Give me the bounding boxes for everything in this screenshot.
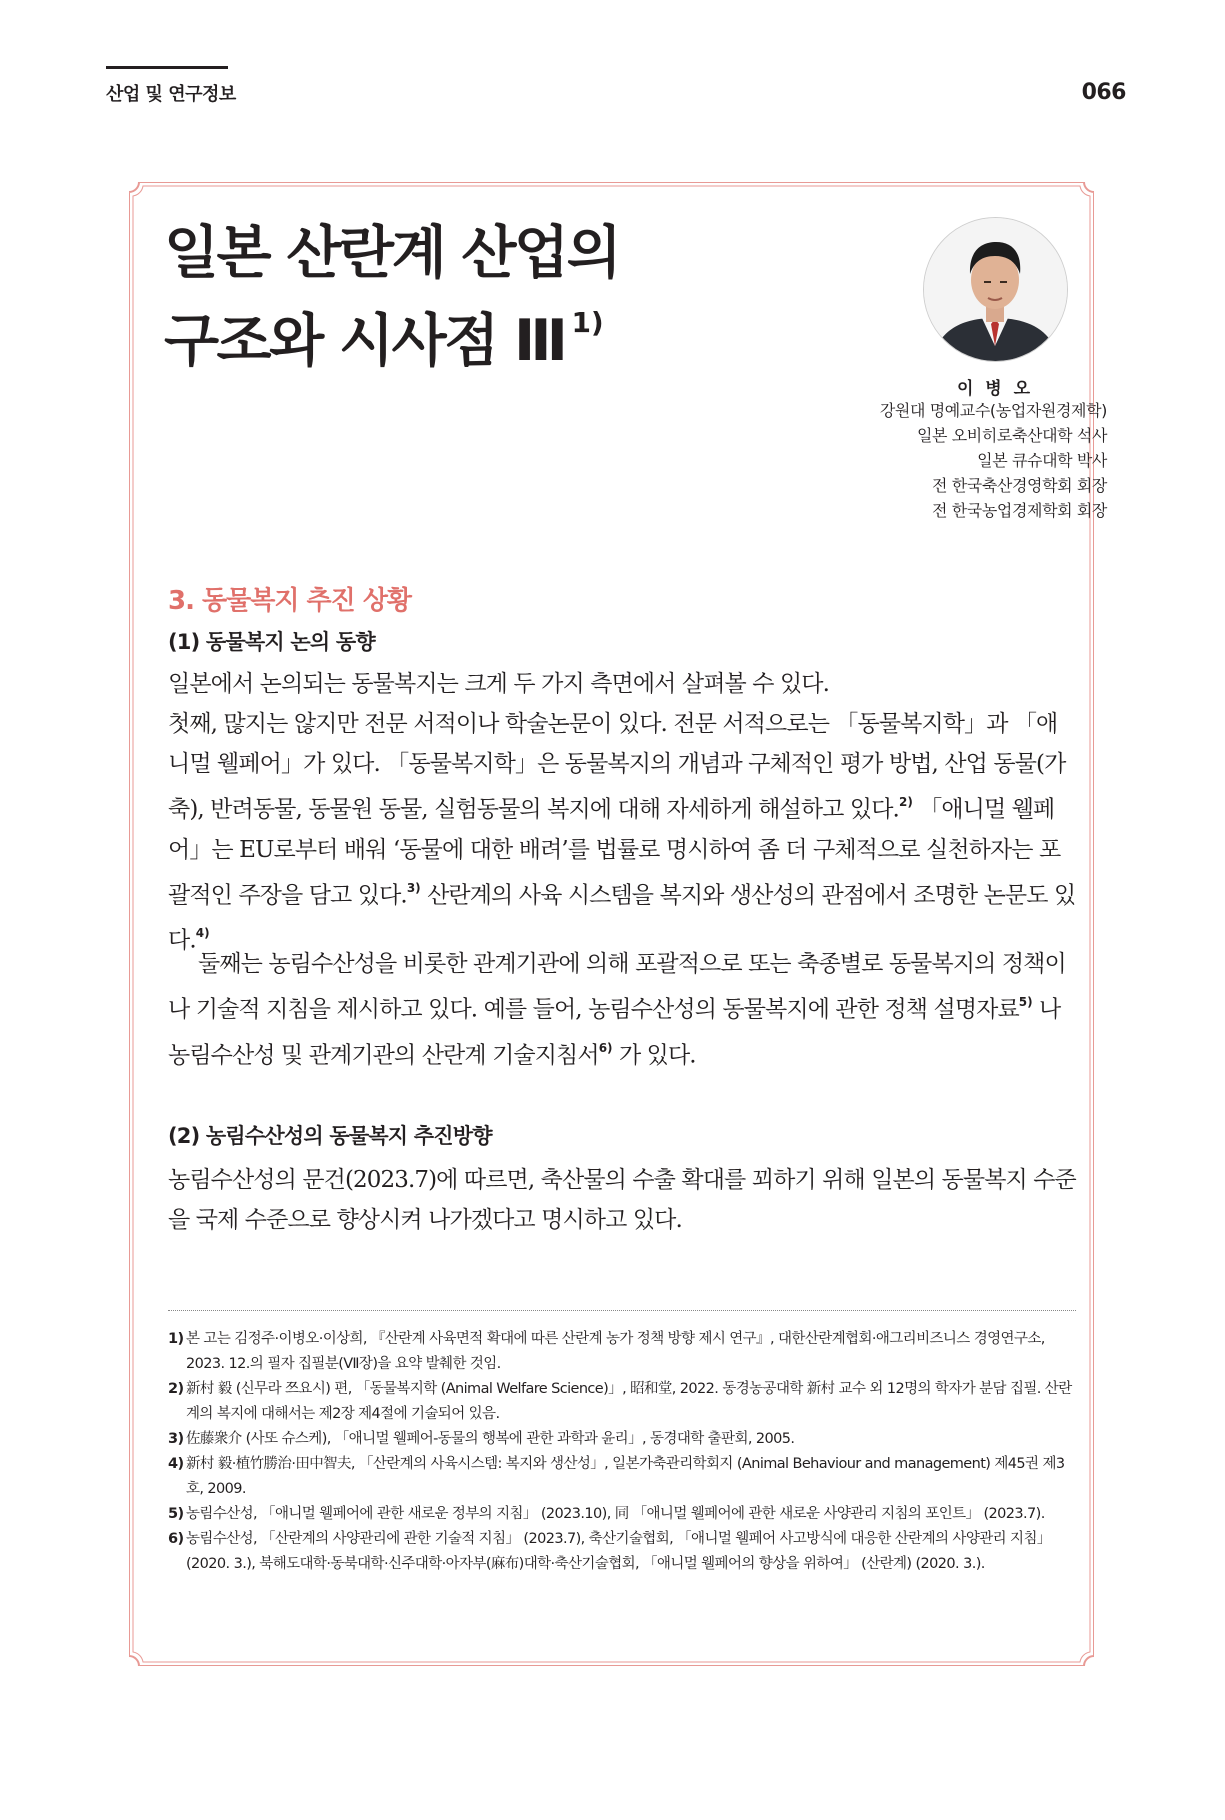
footnote-ref-4[interactable]: 4) (195, 926, 210, 941)
author-credentials (880, 398, 1107, 523)
author-credential: 강원대 명예교수(농업자원경제학) (879, 401, 1107, 420)
footnote-text: 新村 毅·植竹勝治·田中智夫, 「산란계의 사육시스템: 복지와 생산성」, 일본가축관리학회지 (Animal Behaviour and management) 제45권 제3호, 2009. (186, 1456, 1065, 1497)
paragraph-text: 첫째, 많지는 않지만 전문 서적이나 학술논문이 있다. 전문 서적으로는 「동물복지학」과 「애니멀 웰페어」가 있다. 「동물복지학」은 동물복지의 개념과 구체적인 평가 방법, 산업 동물(가축), 반려동물, 동물원 동물, 실험동물의 복지에 대해 자세하게 해설하고 있다. (168, 711, 1066, 823)
author-credential: 일본 오비히로축산대학 석사 (916, 426, 1107, 445)
section-heading: 3. 동물복지 추진 상황 (168, 586, 412, 616)
footnote-number: 3) (168, 1431, 184, 1447)
footnote-divider (168, 1310, 1076, 1311)
footnote-item (168, 1452, 1076, 1502)
article-title (164, 214, 619, 380)
footnote-ref-2[interactable]: 2) (898, 795, 913, 809)
footnote-number: 2) (168, 1381, 184, 1397)
author-credential: 일본 큐슈대학 박사 (977, 451, 1107, 470)
footnote-item (168, 1527, 1076, 1577)
paragraph-text: 둘째는 농림수산성을 비롯한 관계기관에 의해 포괄적으로 또는 축종별로 동물복지의 정책이나 기술적 지침을 제시하고 있다. 예를 들어, 농림수산성의 동물복지에 관한 정책 설명자료 (168, 951, 1066, 1023)
footnote-number: 4) (168, 1456, 184, 1472)
footnote-item (168, 1502, 1076, 1527)
paragraph-text: 가 있다. (612, 1042, 696, 1069)
footnotes-list (168, 1327, 1076, 1577)
footnote-text: 본 고는 김정주·이병오·이상희, 『산란계 사육면적 확대에 따른 산란계 농가 정책 방향 제시 연구』, 대한산란계협회·애그리비즈니스 경영연구소, 2023. 12.의 필자 집필분(Ⅶ장)을 요약 발췌한 것임. (186, 1331, 1045, 1372)
author-name: 이 병 오 (956, 379, 1034, 399)
author-portrait-icon (924, 218, 1067, 361)
footnote-text: 농림수산성, 「애니멀 웰페어에 관한 새로운 정부의 지침」 (2023.10), 同 「애니멀 웰페어에 관한 새로운 사양관리 지침의 포인트」 (2023.7). (186, 1506, 1045, 1522)
footnote-number: 6) (168, 1531, 184, 1547)
footnote-ref-6[interactable]: 6) (598, 1040, 613, 1055)
footnote-text: 新村 毅 (신무라 쯔요시) 편, 「동물복지학 (Animal Welfare Science)」, 昭和堂, 2022. 동경농공대학 新村 교수 외 12명의 학자가 분담 집필. 산란계의 복지에 대해서는 제2장 제4절에 기술되어 있음. (186, 1381, 1072, 1422)
footnote-text: 농림수산성, 「산란계의 사양관리에 관한 기술적 지침」 (2023.7), 축산기술협회, 「애니멀 웰페어 사고방식에 대응한 산란계의 사양관리 지침」 (2020. 3.), 북해도대학·동북대학·신주대학·아자부(麻布)대학·축산기술협회, 「애니멀 웰페어의 향상을 위하여」 (산란계) (2020. 3.). (186, 1531, 1051, 1572)
body-paragraph: 농림수산성의 문건(2023.7)에 따르면, 축산물의 수출 확대를 꾀하기 위해 일본의 동물복지 수준을 국제 수준으로 향상시켜 나가겠다고 명시하고 있다. (168, 1167, 1076, 1233)
section-label: 산업 및 연구정보 (106, 84, 236, 105)
footnote-item (168, 1377, 1076, 1427)
footnote-ref-3[interactable]: 3) (406, 880, 421, 895)
subsection-heading-1: (1) 동물복지 논의 동향 (168, 630, 375, 654)
header-rule (106, 66, 228, 69)
title-footnote-ref[interactable]: 1) (571, 306, 604, 339)
page-number: 066 (1081, 80, 1126, 105)
paragraph-text: 나 농림수산성 및 관계기관의 산란계 기술지침서 (168, 996, 1061, 1069)
title-line-2 (164, 292, 619, 380)
body-paragraph: 일본에서 논의되는 동물복지는 크게 두 가지 측면에서 살펴볼 수 있다. (168, 671, 830, 697)
author-credential: 전 한국농업경제학회 회장 (932, 501, 1107, 520)
footnote-item (168, 1327, 1076, 1377)
subsection-heading-2: (2) 농림수산성의 동물복지 추진방향 (168, 1124, 492, 1148)
body-paragraph (168, 704, 1078, 961)
footnote-text: 佐藤衆介 (사또 슈스케), 「애니멀 웰페어-동물의 행복에 관한 과학과 윤리」, 동경대학 출판회, 2005. (186, 1431, 795, 1447)
title-line-1: 일본 산란계 산업의 (164, 220, 620, 286)
footnote-number: 5) (168, 1506, 184, 1522)
paragraph-text: 산란계의 사육 시스템을 복지와 생산성의 관점에서 조명한 논문도 있다. (168, 882, 1076, 954)
footnote-number: 1) (168, 1331, 184, 1347)
author-photo (923, 217, 1068, 362)
title-line-2-text: 구조와 시사점 Ⅲ (164, 308, 566, 374)
footnote-item (168, 1427, 1076, 1452)
paragraph-text: 「애니멀 웰페어」는 EU로부터 배워 ‘동물에 대한 배려’를 법률로 명시하여 좀 더 구체적으로 실천하자는 포괄적인 주장을 담고 있다. (168, 796, 1061, 909)
footnote-ref-5[interactable]: 5) (1018, 995, 1033, 1009)
author-credential: 전 한국축산경영학회 회장 (932, 476, 1107, 495)
body-paragraph (168, 944, 1078, 1075)
